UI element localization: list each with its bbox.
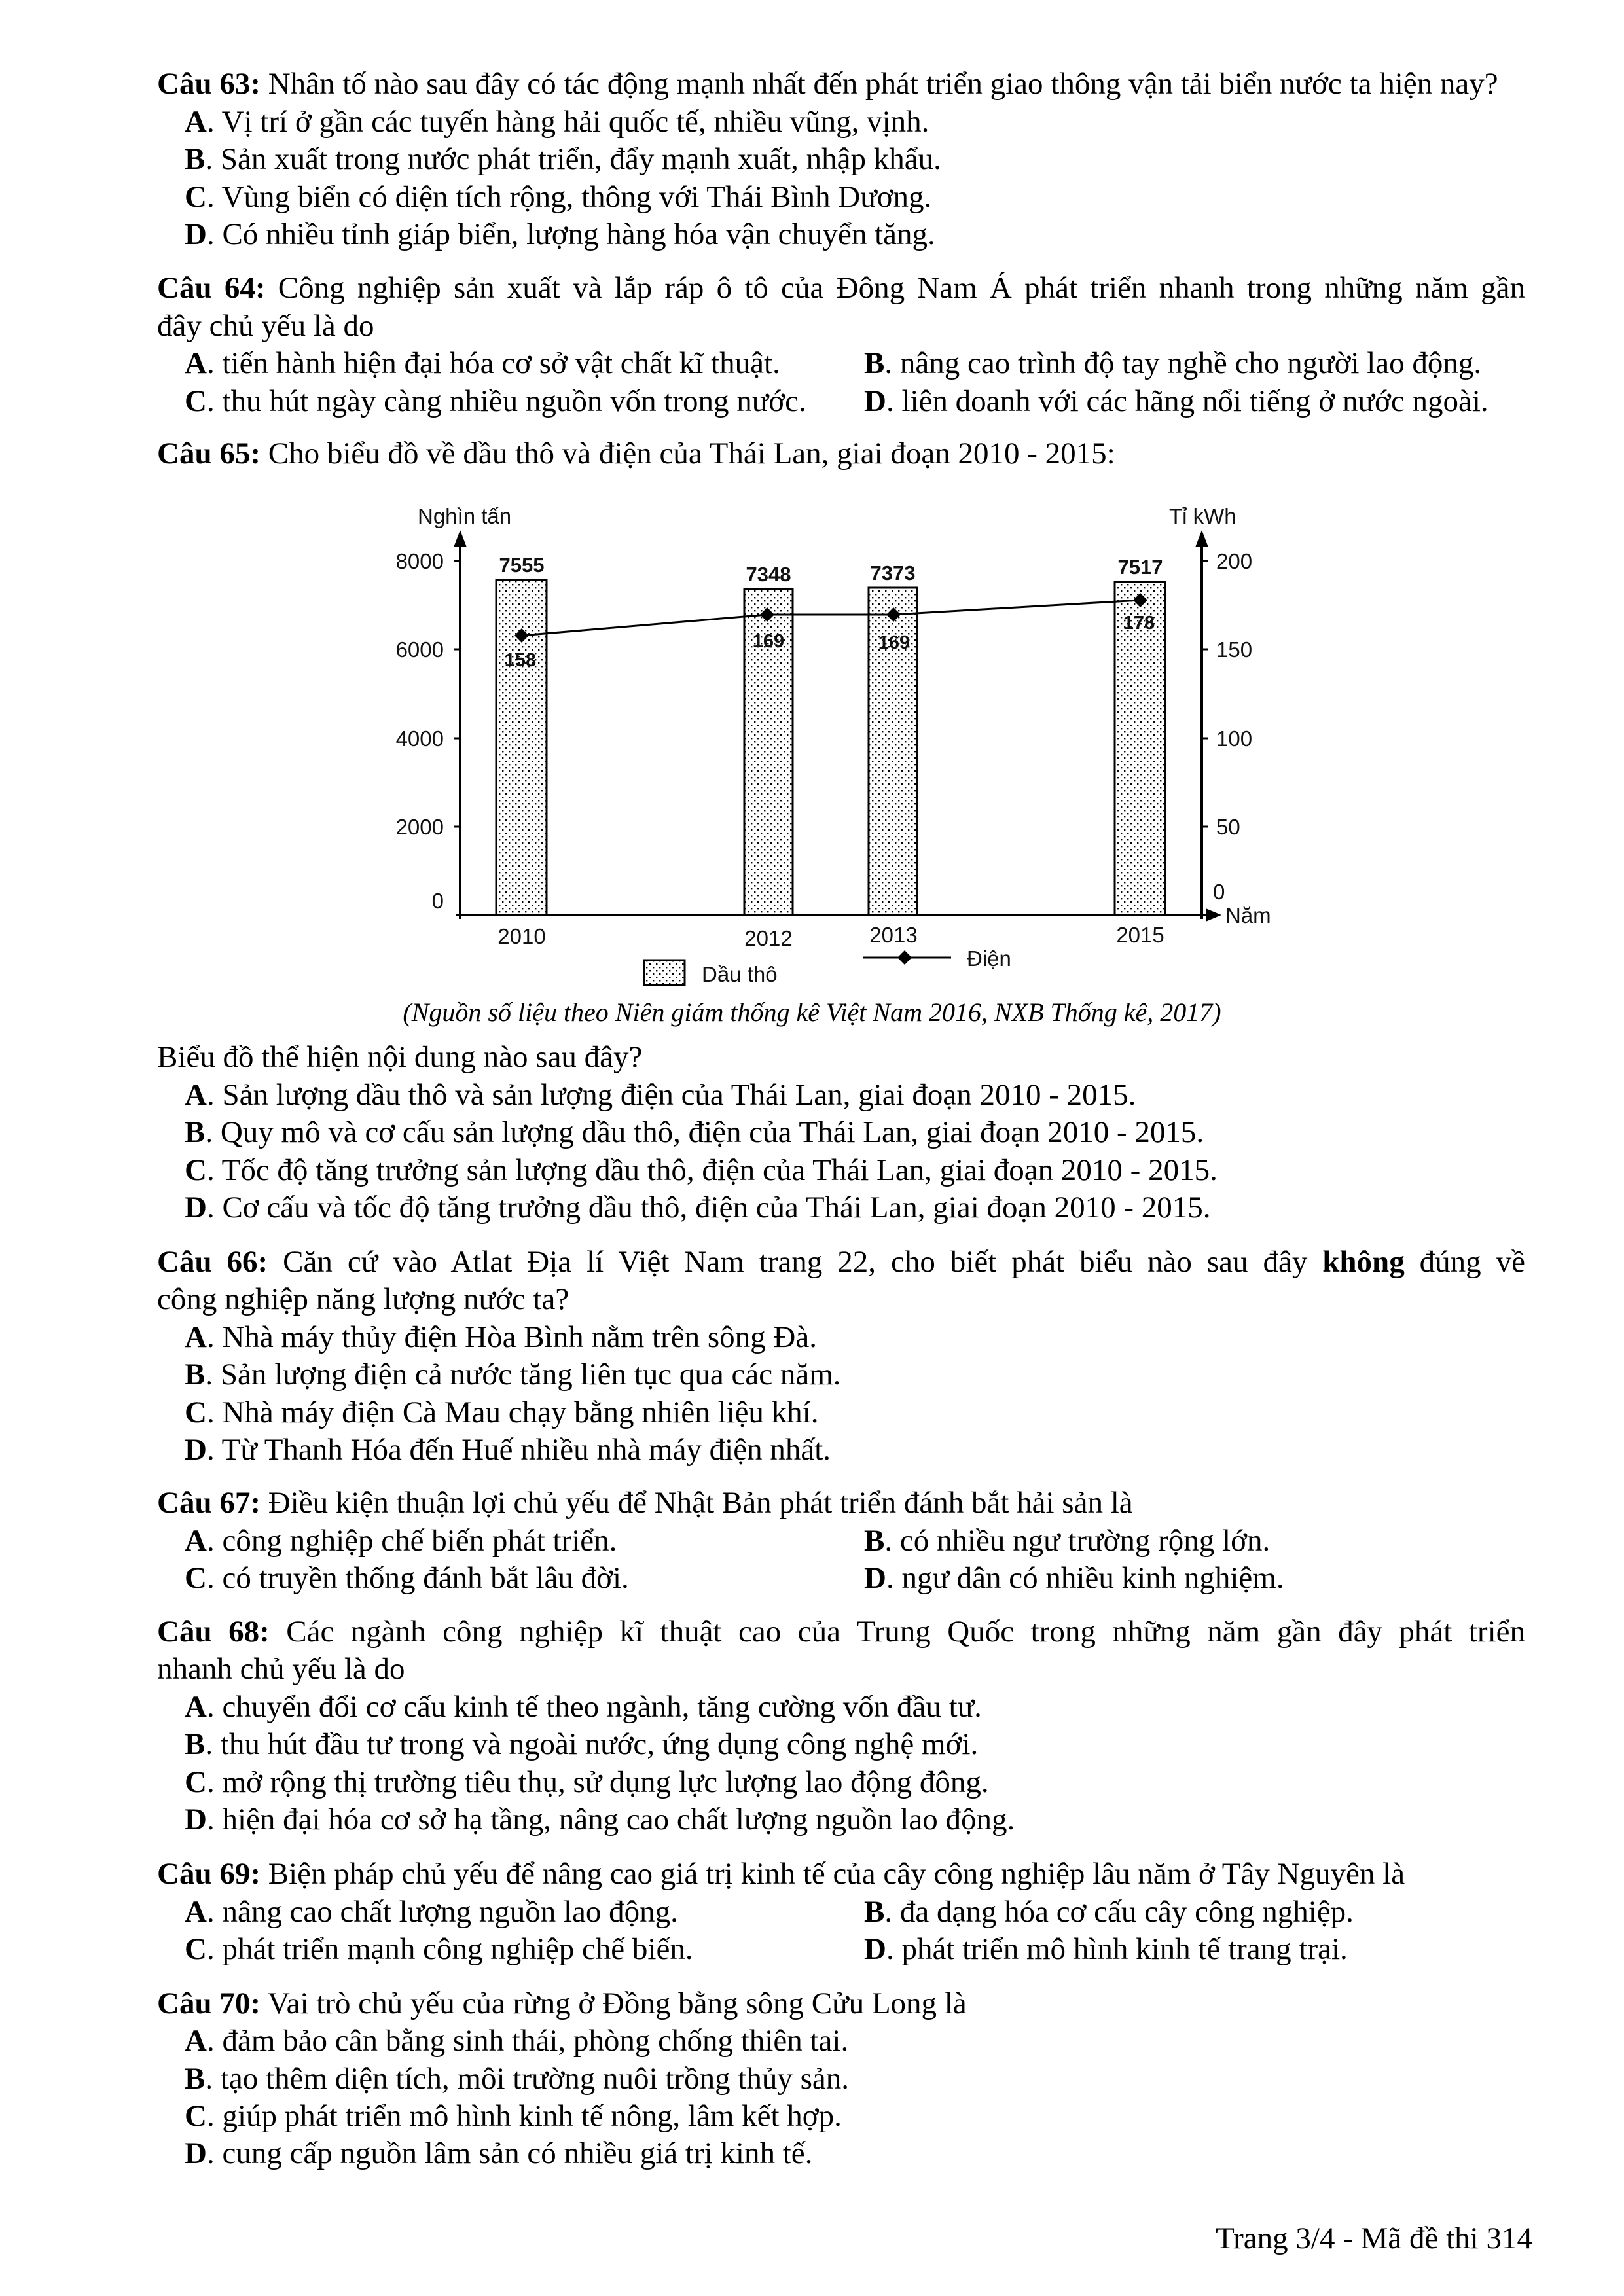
svg-text:6000: 6000: [395, 637, 444, 662]
x-axis-arrow-icon: [1206, 908, 1221, 922]
option-70-c[interactable]: C. giúp phát triển mô hình kinh tế nông, lâm kết hợp.: [185, 2099, 842, 2133]
option-69-a[interactable]: A. nâng cao chất lượng nguồn lao động.: [185, 1895, 678, 1929]
option-67-c[interactable]: C. có truyền thống đánh bắt lâu đời.: [185, 1561, 629, 1595]
option-67-d[interactable]: D. ngư dân có nhiều kinh nghiệm.: [864, 1561, 1284, 1595]
chart-legend: [644, 946, 1011, 986]
option-67-b[interactable]: B. có nhiều ngư trường rộng lớn.: [864, 1524, 1271, 1558]
option-65-b[interactable]: B. Quy mô và cơ cấu sản lượng dầu thô, điện của Thái Lan, giai đoạn 2010 - 2015.: [185, 1115, 1204, 1149]
option-67-a[interactable]: A. công nghiệp chế biến phát triển.: [185, 1524, 617, 1558]
bars-crude-oil: [496, 580, 1165, 915]
left-axis-ticks: [396, 549, 460, 913]
question-66-stem-cont: công nghiệp năng lượng nước ta?: [157, 1282, 569, 1316]
chart-source-note: (Nguồn số liệu theo Niên giám thống kê Việt Nam 2016, NXB Thống kê, 2017): [403, 997, 1221, 1027]
emphasis-khong: không: [1322, 1245, 1405, 1279]
option-70-d[interactable]: D. cung cấp nguồn lâm sản có nhiều giá trị kinh tế.: [185, 2136, 813, 2170]
right-axis-arrow-icon: [1195, 530, 1208, 547]
option-68-d[interactable]: D. hiện đại hóa cơ sở hạ tầng, nâng cao chất lượng nguồn lao động.: [185, 1803, 1015, 1837]
svg-text:2015: 2015: [1116, 923, 1164, 947]
svg-text:8000: 8000: [395, 549, 444, 573]
chart-oil-electricity-thailand: [0, 0, 1624, 1021]
question-67-stem: Câu 67: Điều kiện thuận lợi chủ yếu để Nhật Bản phát triển đánh bắt hải sản là: [157, 1486, 1133, 1520]
line-markers: [514, 593, 1147, 643]
option-66-d[interactable]: D. Từ Thanh Hóa đến Huế nhiều nhà máy điện nhất.: [185, 1433, 831, 1467]
option-68-a[interactable]: A. chuyển đổi cơ cấu kinh tế theo ngành, tăng cường vốn đầu tư.: [185, 1690, 982, 1724]
question-64-stem-cont: đây chủ yếu là do: [157, 309, 374, 343]
question-66-stem: Câu 66: Căn cứ vào Atlat Địa lí Việt Nam trang 22, cho biết phát biểu nào sau đây không đúng về: [157, 1245, 1525, 1279]
line-electricity: [522, 600, 1140, 636]
svg-text:7348: 7348: [746, 563, 791, 586]
option-64-d[interactable]: D. liên doanh với các hãng nổi tiếng ở nước ngoài.: [864, 384, 1489, 418]
option-63-c[interactable]: C. Vùng biển có diện tích rộng, thông với Thái Bình Dương.: [185, 180, 932, 214]
page-footer: Trang 3/4 - Mã đề thi 314: [1216, 2221, 1532, 2255]
question-63-stem: Câu 63: Nhân tố nào sau đây có tác động mạnh nhất đến phát triển giao thông vận tải biển nước ta hiện nay?: [157, 67, 1498, 101]
svg-text:178: 178: [1123, 613, 1155, 634]
option-65-a[interactable]: A. Sản lượng dầu thô và sản lượng điện của Thái Lan, giai đoạn 2010 - 2015.: [185, 1078, 1136, 1112]
svg-text:50: 50: [1216, 815, 1240, 839]
question-65-stem: Câu 65: Cho biểu đồ về dầu thô và điện của Thái Lan, giai đoạn 2010 - 2015:: [157, 437, 1115, 471]
x-axis-title: Năm: [1225, 903, 1271, 927]
option-68-b[interactable]: B. thu hút đầu tư trong và ngoài nước, ứng dụng công nghệ mới.: [185, 1727, 979, 1761]
option-64-a[interactable]: A. tiến hành hiện đại hóa cơ sở vật chất kĩ thuật.: [185, 346, 780, 380]
svg-text:2012: 2012: [744, 926, 793, 950]
svg-text:169: 169: [752, 631, 785, 652]
option-63-d[interactable]: D. Có nhiều tỉnh giáp biển, lượng hàng hóa vận chuyển tăng.: [185, 217, 935, 251]
svg-text:4000: 4000: [395, 726, 444, 751]
option-66-a[interactable]: A. Nhà máy thủy điện Hòa Bình nằm trên sông Đà.: [185, 1320, 817, 1354]
svg-text:7555: 7555: [499, 554, 545, 577]
right-axis-title: Tỉ kWh: [1169, 504, 1236, 528]
option-69-c[interactable]: C. phát triển mạnh công nghiệp chế biến.: [185, 1932, 693, 1966]
svg-text:169: 169: [878, 632, 911, 653]
option-70-b[interactable]: B. tạo thêm diện tích, môi trường nuôi trồng thủy sản.: [185, 2062, 850, 2096]
option-64-b[interactable]: B. nâng cao trình độ tay nghề cho người lao động.: [864, 346, 1482, 380]
question-label: Câu 63:: [157, 67, 261, 101]
svg-text:200: 200: [1216, 549, 1253, 573]
legend-swatch-crude-oil: [644, 960, 685, 985]
left-axis-arrow-icon: [454, 530, 467, 547]
option-68-c[interactable]: C. mở rộng thị trường tiêu thụ, sử dụng lực lượng lao động đông.: [185, 1765, 989, 1799]
option-69-d[interactable]: D. phát triển mô hình kinh tế trang trại.: [864, 1932, 1348, 1966]
question-68-stem: Câu 68: Các ngành công nghiệp kĩ thuật cao của Trung Quốc trong những năm gần đây phát triển: [157, 1615, 1525, 1649]
question-65-prompt: Biểu đồ thể hiện nội dung nào sau đây?: [157, 1040, 643, 1074]
option-66-c[interactable]: C. Nhà máy điện Cà Mau chạy bằng nhiên liệu khí.: [185, 1395, 819, 1429]
question-64-stem: Câu 64: Công nghiệp sản xuất và lắp ráp ô tô của Đông Nam Á phát triển nhanh trong những năm gần: [157, 271, 1525, 305]
option-64-c[interactable]: C. thu hút ngày càng nhiều nguồn vốn trong nước.: [185, 384, 806, 418]
option-65-c[interactable]: C. Tốc độ tăng trưởng sản lượng dầu thô, điện của Thái Lan, giai đoạn 2010 - 2015.: [185, 1153, 1218, 1187]
left-axis-title: Nghìn tấn: [418, 504, 512, 528]
option-70-a[interactable]: A. đảm bảo cân bằng sinh thái, phòng chống thiên tai.: [185, 2024, 849, 2058]
svg-text:100: 100: [1216, 726, 1253, 751]
option-63-a[interactable]: A. Vị trí ở gần các tuyến hàng hải quốc tế, nhiều vũng, vịnh.: [185, 105, 929, 139]
svg-text:7373: 7373: [870, 562, 916, 584]
option-63-b[interactable]: B. Sản xuất trong nước phát triển, đẩy mạnh xuất, nhập khẩu.: [185, 142, 941, 176]
question-69-stem: Câu 69: Biện pháp chủ yếu để nâng cao giá trị kinh tế của cây công nghiệp lâu năm ở Tây Nguyên là: [157, 1857, 1405, 1891]
x-axis-ticks: [497, 923, 1164, 950]
question-68-stem-cont: nhanh chủ yếu là do: [157, 1652, 405, 1686]
right-axis-ticks: [1202, 549, 1252, 904]
option-66-b[interactable]: B. Sản lượng điện cả nước tăng liên tục qua các năm.: [185, 1357, 841, 1391]
svg-text:2000: 2000: [395, 815, 444, 839]
option-69-b[interactable]: B. đa dạng hóa cơ cấu cây công nghiệp.: [864, 1895, 1354, 1929]
legend-label-electricity: Điện: [967, 946, 1011, 971]
legend-label-crude-oil: Dầu thô: [702, 962, 778, 986]
svg-text:0: 0: [431, 889, 444, 913]
svg-text:2010: 2010: [497, 924, 546, 948]
svg-text:0: 0: [1213, 880, 1225, 904]
legend-diamond-icon: [897, 950, 912, 965]
question-70-stem: Câu 70: Vai trò chủ yếu của rừng ở Đồng bằng sông Cửu Long là: [157, 1986, 967, 2020]
option-65-d[interactable]: D. Cơ cấu và tốc độ tăng trưởng dầu thô, điện của Thái Lan, giai đoạn 2010 - 2015.: [185, 1191, 1211, 1225]
svg-text:150: 150: [1216, 637, 1253, 662]
svg-text:2013: 2013: [869, 923, 918, 947]
line-value-labels: [505, 613, 1155, 671]
svg-text:7517: 7517: [1117, 556, 1163, 579]
bar-value-labels: [499, 554, 1163, 586]
svg-text:158: 158: [504, 650, 537, 671]
